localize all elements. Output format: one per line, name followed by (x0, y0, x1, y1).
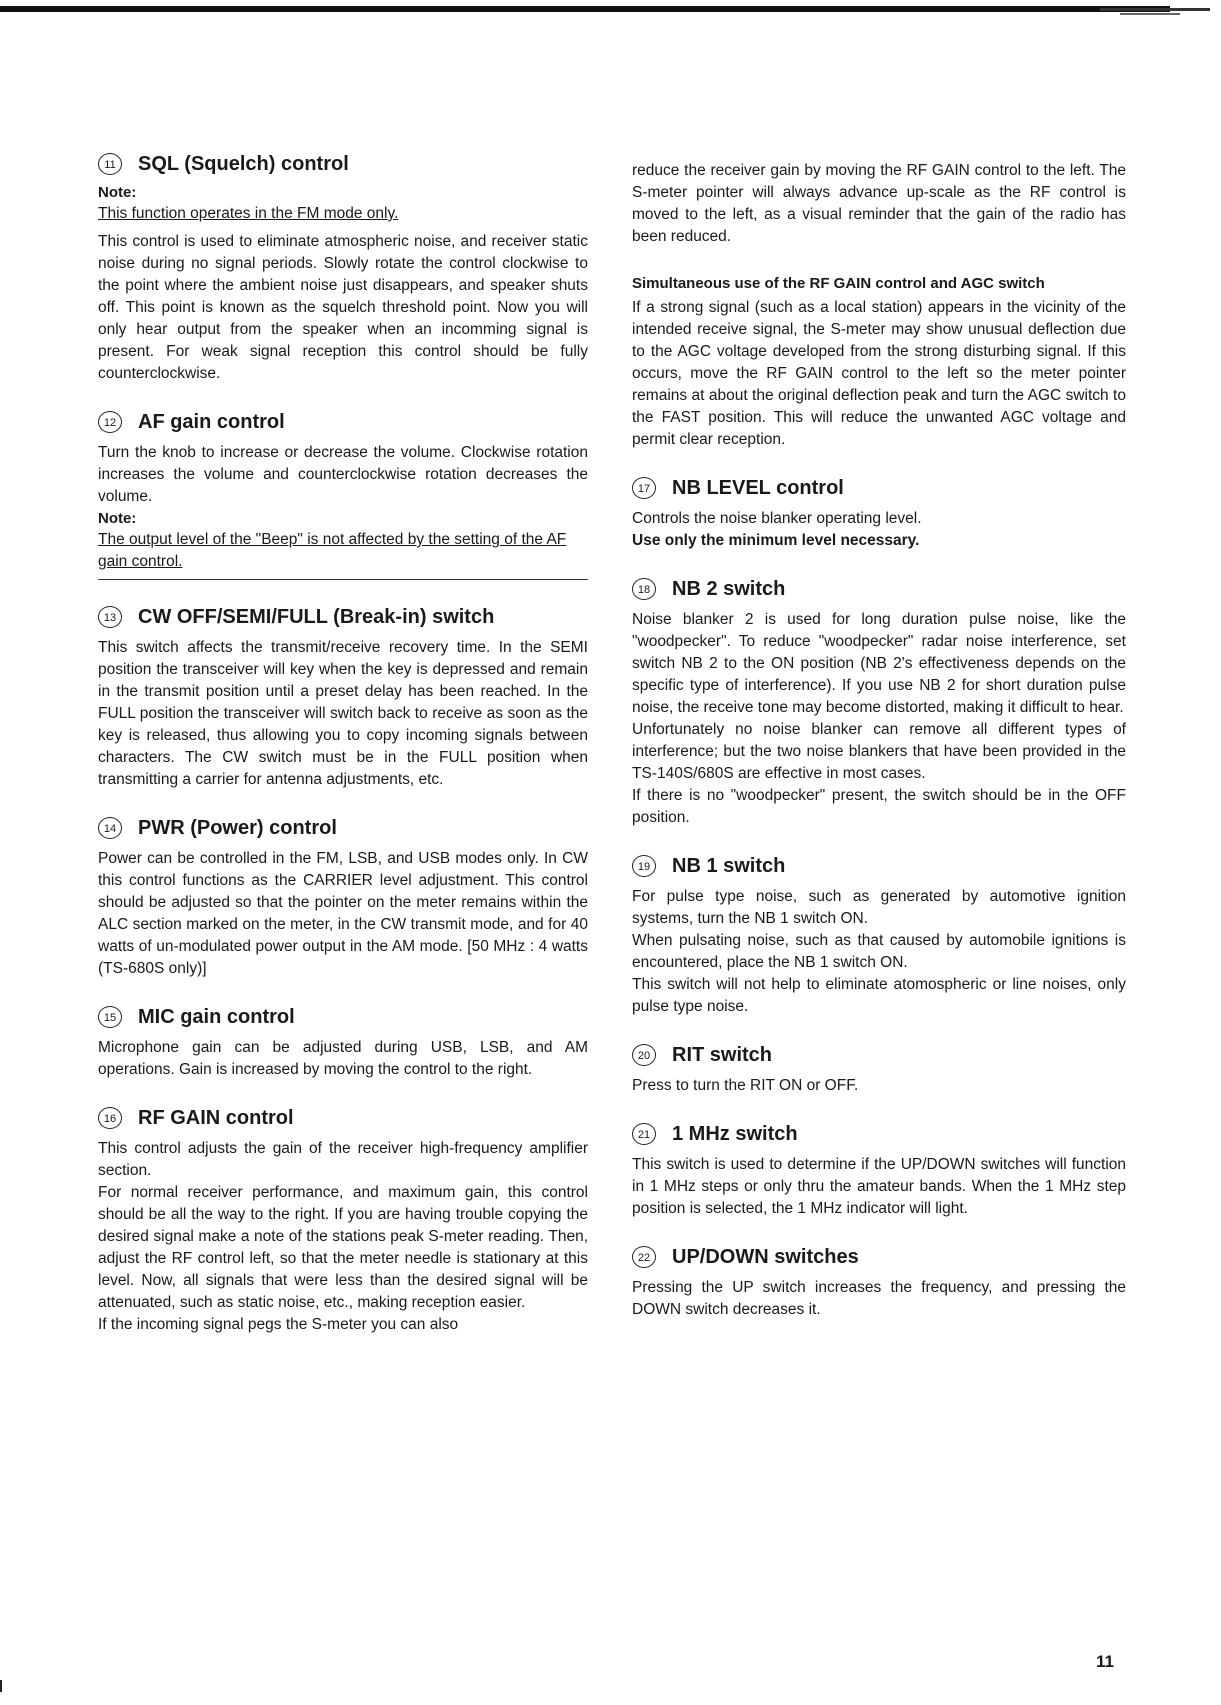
section-title: NB 1 switch (672, 855, 786, 877)
top-rule-main (0, 6, 1170, 12)
section-pwr-control (98, 816, 588, 980)
section-body: This switch is used to determine if the UP/DOWN switches will function in 1 MHz steps or only thru the amateur bands. When the 1 MHz step position is selected, the 1 MHz indicator will light. (632, 1156, 1126, 1217)
section-title: 1 MHz switch (672, 1123, 798, 1145)
right-column (632, 160, 1126, 1346)
section-title: AF gain control (138, 411, 285, 433)
section-heading (632, 577, 1126, 601)
top-rule-tail-thin (1120, 13, 1180, 15)
section-body: For pulse type noise, such as generated by automotive ignition systems, turn the NB 1 switch ON. (632, 888, 1126, 927)
section-heading (98, 816, 588, 840)
section-title: RF GAIN control (138, 1107, 294, 1129)
section-title: MIC gain control (138, 1006, 295, 1028)
section-heading (98, 1005, 588, 1029)
section-rf-gain-continued (632, 160, 1126, 248)
section-body: For normal receiver performance, and maximum gain, this control should be all the way to the right. If you are having trouble copying the desired signal make a note of the stations peak S-meter reading. Then, adjust the RF control left, so that the meter needle is stationary at this level. Now, all signals that were less than the desired signal will be attenuated, such as static noise, etc., making reception easier. (98, 1184, 588, 1311)
section-body: Turn the knob to increase or decrease the volume. Clockwise rotation increases the volume and counterclockwise rotation decreases the volume. (98, 444, 588, 505)
note-text: The output level of the "Beep" is not affected by the setting of the AF gain control. (98, 531, 567, 570)
section-rf-gain-agc (632, 273, 1126, 451)
section-af-gain-control (98, 410, 588, 580)
section-body: Controls the noise blanker operating level. (632, 510, 922, 527)
section-title: UP/DOWN switches (672, 1246, 859, 1268)
section-sql-control (98, 152, 588, 385)
section-nb1-switch (632, 854, 1126, 1018)
section-body: Press to turn the RIT ON or OFF. (632, 1077, 859, 1094)
section-cw-break-in-switch (98, 605, 588, 791)
subsection-heading: Simultaneous use of the RF GAIN control and AGC switch (632, 275, 1045, 292)
section-number-badge: 18 (632, 578, 656, 600)
section-rit-switch (632, 1043, 1126, 1097)
section-body: If a strong signal (such as a local station) appears in the vicinity of the intended receive signal, the S-meter may show unusual deflection due to the AGC voltage developed from the strong disturbing signal. If this occurs, move the RF GAIN control to the left so the meter pointer remains at about the original deflection peak and turn the AGC switch to the FAST position. This will reduce the unwanted AGC voltage and permit clear reception. (632, 299, 1126, 448)
margin-tick-mark (0, 1680, 2, 1692)
section-heading (632, 1122, 1126, 1146)
section-body: If there is no "woodpecker" present, the switch should be in the OFF position. (632, 787, 1126, 826)
top-rule-tail (1100, 8, 1210, 11)
section-body: This switch affects the transmit/receive recovery time. In the SEMI position the transceiver will key when the key is depressed and remain in the transmit position until a preset delay has been reached. In the FULL position the transceiver will switch back to receive as soon as the key is released, thus allowing you to copy incoming signals between characters. The CW switch must be in the FULL position when transmitting a carrier for antenna adjustments, etc. (98, 639, 588, 788)
left-column (98, 152, 588, 1361)
section-body: reduce the receiver gain by moving the RF GAIN control to the left. The S-meter pointer will always advance up-scale as the RF control is moved to the left, as a visual reminder that the gain of the radio has been reduced. (632, 162, 1126, 245)
section-body: Noise blanker 2 is used for long duration pulse noise, like the "woodpecker". To reduce "woodpecker" radar noise interference, set switch NB 2 to the ON position (NB 2's effectiveness depends on the specific type of interference). If you use NB 2 for short duration pulse noise, the receive tone may become distorted, making it difficult to hear. (632, 611, 1126, 716)
section-body: When pulsating noise, such as that caused by automobile ignitions is encountered, place the NB 1 switch ON. (632, 932, 1126, 971)
section-number-badge: 15 (98, 1006, 122, 1028)
section-heading (98, 152, 588, 176)
section-heading (98, 605, 588, 629)
section-body: Pressing the UP switch increases the frequency, and pressing the DOWN switch decreases it. (632, 1279, 1126, 1318)
section-heading (98, 1106, 588, 1130)
section-number-badge: 14 (98, 817, 122, 839)
section-heading (632, 476, 1126, 500)
section-title: PWR (Power) control (138, 817, 337, 839)
section-nb-level-control (632, 476, 1126, 552)
section-heading (632, 1043, 1126, 1067)
section-body: Power can be controlled in the FM, LSB, and USB modes only. In CW this control functions as the CARRIER level adjustment. This control should be adjusted so that the pointer on the meter remains within the ALC section marked on the meter, in the CW transmit mode, and for 40 watts of un-modulated power output in the AM mode. [50 MHz : 4 watts (TS-680S only)] (98, 850, 588, 977)
section-warning: Use only the minimum level necessary. (632, 532, 920, 549)
section-title: SQL (Squelch) control (138, 153, 349, 175)
section-body: Microphone gain can be adjusted during USB, LSB, and AM operations. Gain is increased by moving the control to the right. (98, 1039, 588, 1078)
section-number-badge: 22 (632, 1246, 656, 1268)
note-label: Note: (98, 184, 137, 201)
section-mic-gain-control (98, 1005, 588, 1081)
section-number-badge: 21 (632, 1123, 656, 1145)
page-number: 11 (1096, 1652, 1114, 1671)
section-title: NB LEVEL control (672, 477, 844, 499)
section-heading (632, 854, 1126, 878)
section-body: This switch will not help to eliminate atomospheric or line noises, only pulse type noise. (632, 976, 1126, 1015)
section-rf-gain-control (98, 1106, 588, 1336)
section-body: This control is used to eliminate atmospheric noise, and receiver static noise during no signal periods. Slowly rotate the control clockwise to the point where the ambient noise just disappears, and speaker shuts off. This point is known as the squelch threshold point. Now you will only hear output from the speaker when an incomming signal is present. For weak signal reception this control should be fully counterclockwise. (98, 233, 588, 382)
section-body: This control adjusts the gain of the receiver high-frequency amplifier section. (98, 1140, 588, 1179)
section-number-badge: 11 (98, 153, 122, 175)
section-number-badge: 12 (98, 411, 122, 433)
top-rule (0, 0, 1221, 14)
section-number-badge: 13 (98, 606, 122, 628)
section-number-badge: 16 (98, 1107, 122, 1129)
section-title: RIT switch (672, 1044, 773, 1066)
section-body: If the incoming signal pegs the S-meter you can also (98, 1316, 459, 1333)
section-title: CW OFF/SEMI/FULL (Break-in) switch (138, 606, 495, 628)
section-1mhz-switch (632, 1122, 1126, 1220)
note-text: This function operates in the FM mode only. (98, 205, 399, 222)
section-body: Unfortunately no noise blanker can remove all different types of interference; but the two noise blankers that have been provided in the TS-140S/680S are effective in most cases. (632, 721, 1126, 782)
section-heading (632, 1245, 1126, 1269)
section-up-down-switches (632, 1245, 1126, 1321)
section-nb2-switch (632, 577, 1126, 829)
section-title: NB 2 switch (672, 578, 786, 600)
section-number-badge: 17 (632, 477, 656, 499)
note-rule (98, 579, 588, 580)
section-number-badge: 20 (632, 1044, 656, 1066)
note-label: Note: (98, 510, 137, 527)
section-heading (98, 410, 588, 434)
section-number-badge: 19 (632, 855, 656, 877)
